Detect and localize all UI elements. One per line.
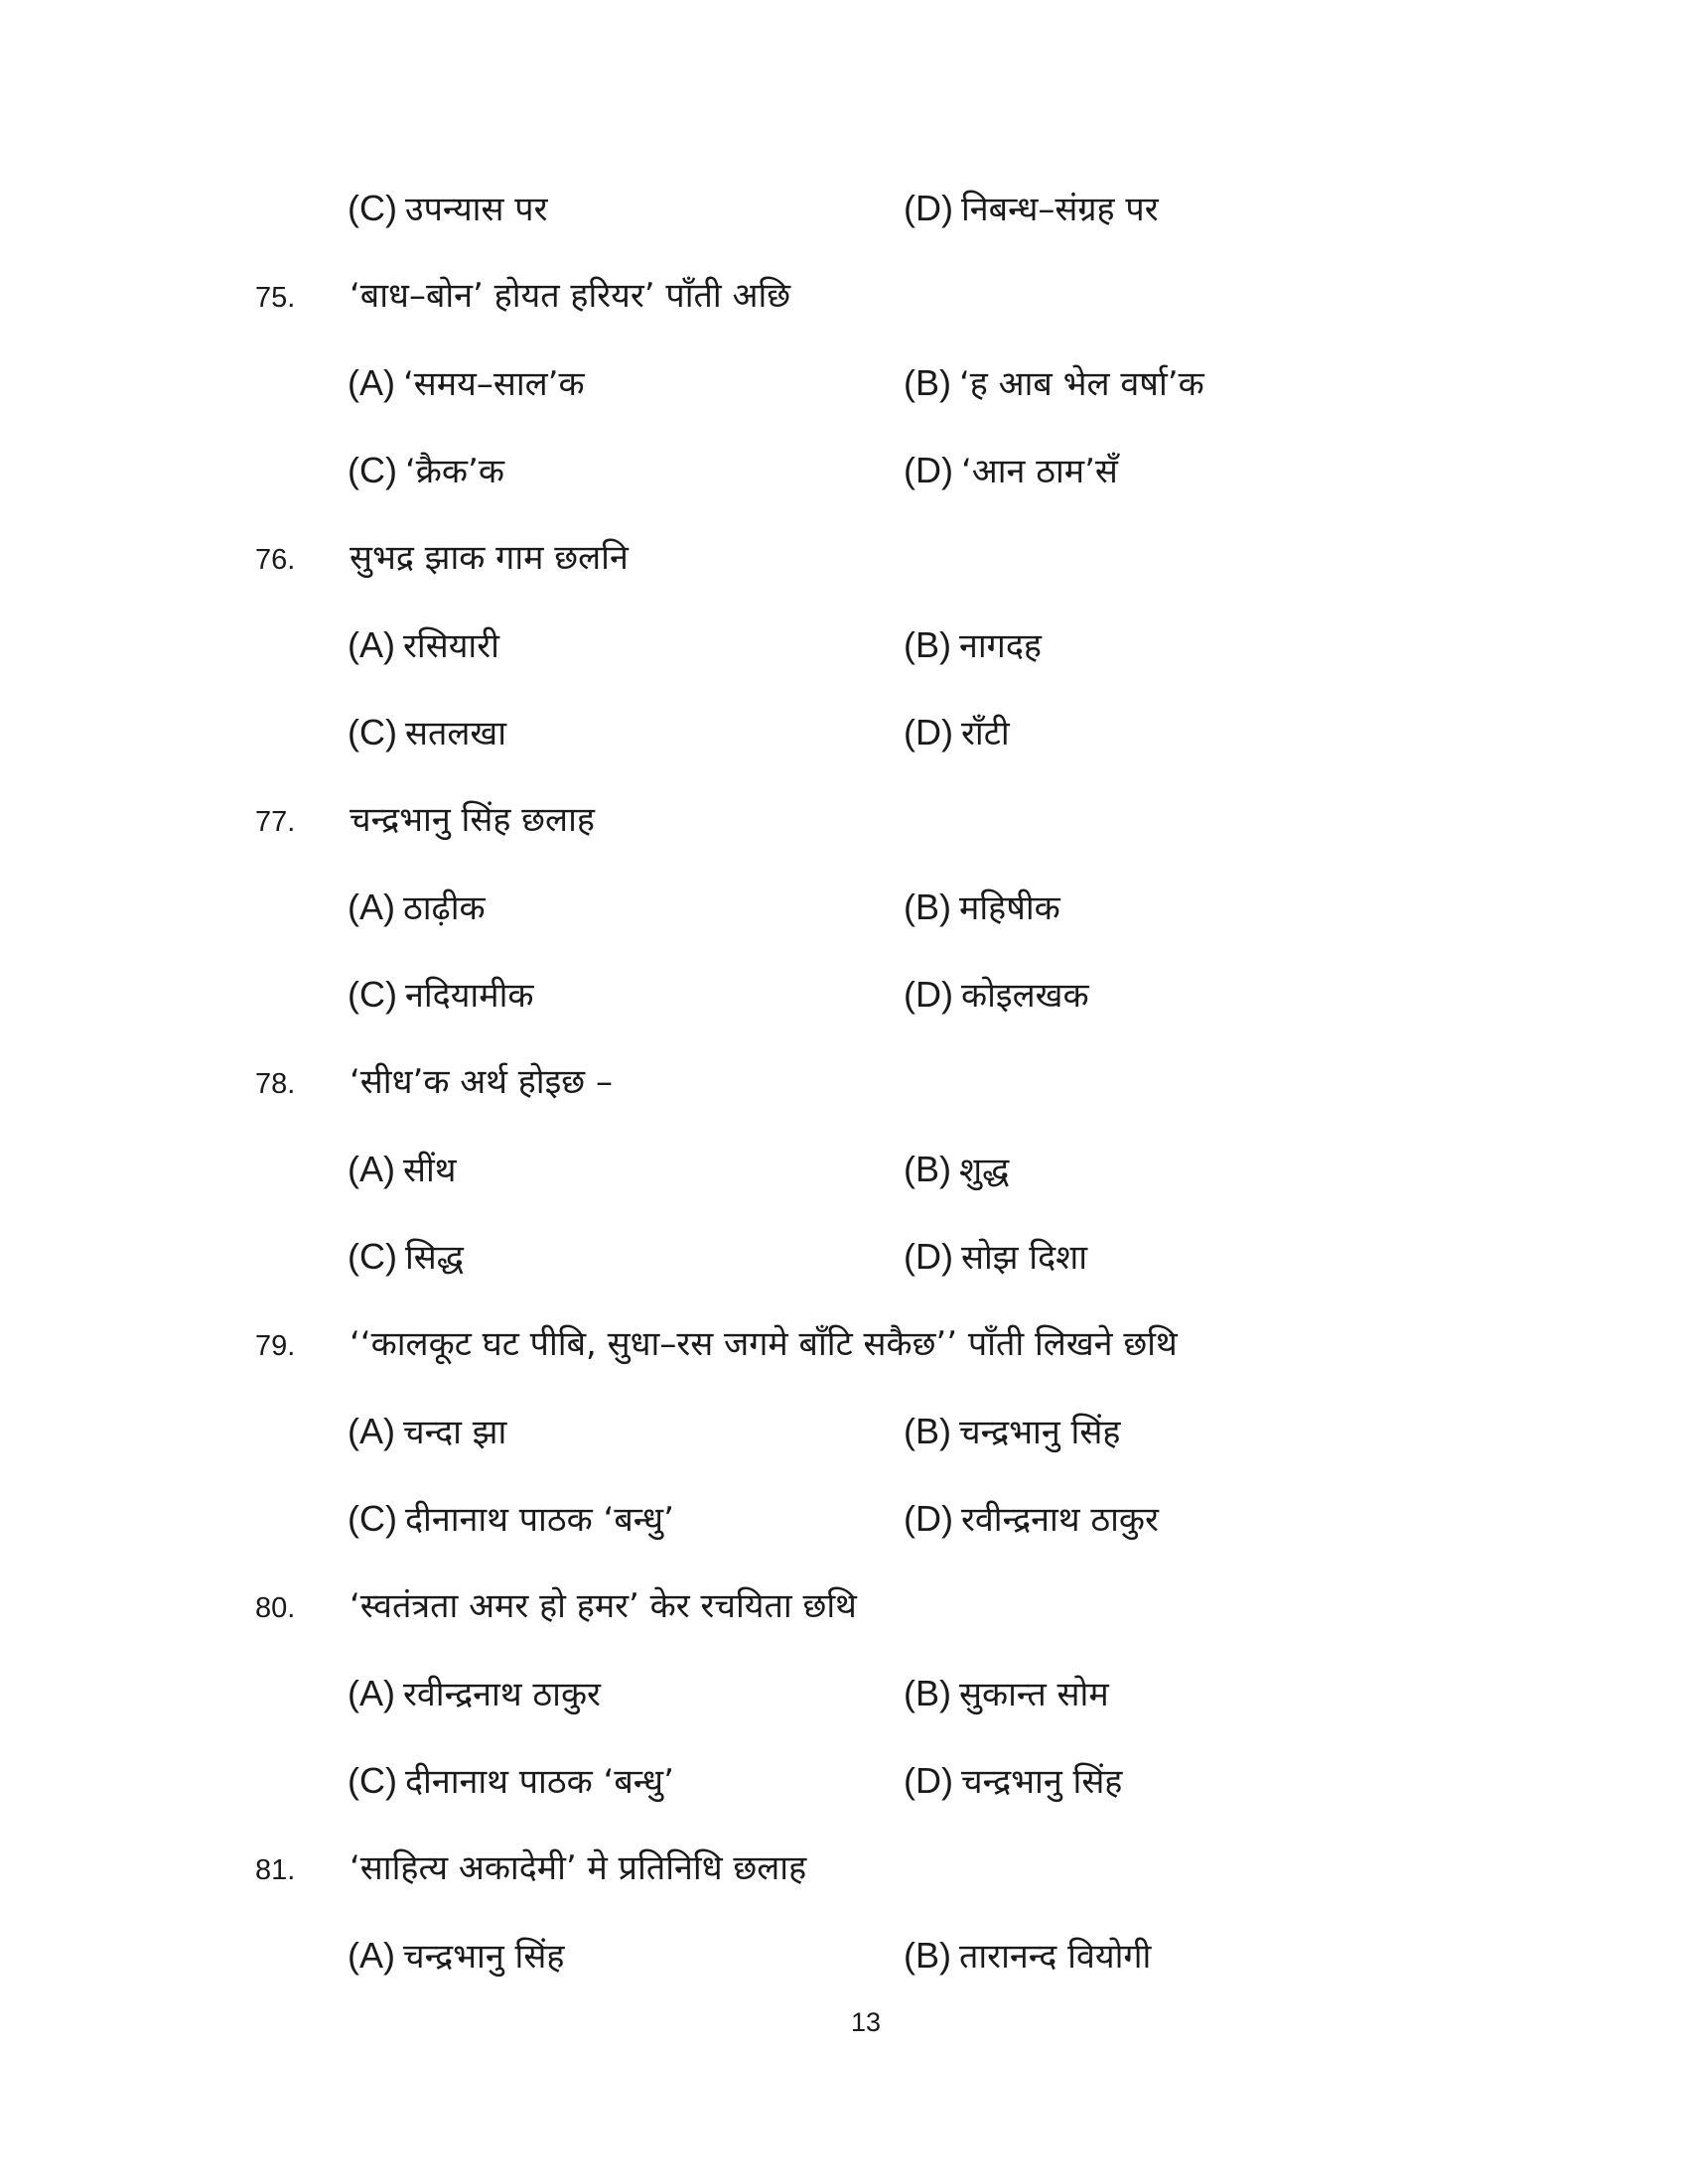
question-text: ‘बाध–बोन’ होयत हरियर’ पाँती अछि xyxy=(350,276,791,316)
options-row xyxy=(0,1751,1688,1811)
question-75 xyxy=(0,266,1688,326)
option-b: (B) चन्द्रभानु सिंह xyxy=(904,1411,1121,1452)
option-a: (A) ठाढ़ीक xyxy=(348,887,486,928)
option-d: (D) राँटी xyxy=(904,712,1010,753)
question-number: 81. xyxy=(255,1854,296,1886)
option-d: (D) सोझ दिशा xyxy=(904,1236,1088,1278)
question-79 xyxy=(0,1314,1688,1374)
options-row xyxy=(0,1140,1688,1199)
options-row xyxy=(0,1664,1688,1723)
page-number: 13 xyxy=(850,2007,882,2037)
question-78 xyxy=(0,1052,1688,1112)
option-b: (B) शुद्ध xyxy=(904,1149,1010,1190)
question-number: 76. xyxy=(255,544,296,576)
question-77 xyxy=(0,790,1688,850)
option-c: (C) सतलखा xyxy=(348,712,507,753)
question-text: ‘सीध’क अर्थ होइछ – xyxy=(350,1062,613,1102)
option-b: (B) नागदह xyxy=(904,624,1042,666)
question-number: 75. xyxy=(255,282,296,314)
option-a: (A) रसियारी xyxy=(348,624,499,666)
option-b: (B) सुकान्त सोम xyxy=(904,1673,1109,1714)
option-c: (C) दीनानाथ पाठक ‘बन्धु’ xyxy=(348,1498,674,1540)
option-c: (C) नदियामीक xyxy=(348,974,534,1016)
question-text: ‘स्वतंत्रता अमर हो हमर’ केर रचयिता छथि xyxy=(350,1586,857,1626)
question-number: 79. xyxy=(255,1330,296,1362)
question-number: 80. xyxy=(255,1592,296,1624)
option-d: (D) कोइलखक xyxy=(904,974,1089,1016)
options-row xyxy=(0,703,1688,762)
lead-option-row xyxy=(0,179,1688,238)
option-b: (B) महिषीक xyxy=(904,887,1060,928)
options-row xyxy=(0,353,1688,413)
option-a: (A) सींथ xyxy=(348,1149,457,1190)
options-row xyxy=(0,1926,1688,1985)
options-row xyxy=(0,965,1688,1024)
question-text: सुभद्र झाक गाम छलनि xyxy=(350,538,629,578)
option-d: (D) रवीन्द्रनाथ ठाकुर xyxy=(904,1498,1159,1540)
option-a: (A) ‘समय–साल’क xyxy=(348,362,585,404)
question-76 xyxy=(0,528,1688,588)
option-d: (D) चन्द्रभानु सिंह xyxy=(904,1760,1123,1802)
option-c: (C) उपन्यास पर xyxy=(348,188,548,229)
option-b: (B) तारानन्द वियोगी xyxy=(904,1935,1152,1977)
option-a: (A) चन्द्रभानु सिंह xyxy=(348,1935,565,1977)
option-d: (D) निबन्ध–संग्रह पर xyxy=(904,188,1159,229)
question-text: चन्द्रभानु सिंह छलाह xyxy=(350,800,595,840)
option-a: (A) रवीन्द्रनाथ ठाकुर xyxy=(348,1673,601,1714)
question-number: 78. xyxy=(255,1068,296,1100)
options-row xyxy=(0,441,1688,500)
question-number: 77. xyxy=(255,806,296,838)
options-row xyxy=(0,1402,1688,1461)
option-b: (B) ‘ह आब भेल वर्षा’क xyxy=(904,362,1204,404)
question-80 xyxy=(0,1576,1688,1636)
option-c: (C) ‘क्रैक’क xyxy=(348,450,504,491)
question-text: ‘साहित्य अकादेमी’ मे प्रतिनिधि छलाह xyxy=(350,1848,807,1888)
options-row xyxy=(0,1227,1688,1287)
option-d: (D) ‘आन ठाम’सँ xyxy=(904,450,1118,491)
question-text: ‘‘कालकूट घट पीबि, सुधा–रस जगमे बाँटि सकैछ’’ पाँती लिखने छथि xyxy=(350,1324,1178,1364)
option-a: (A) चन्दा झा xyxy=(348,1411,507,1452)
options-row xyxy=(0,615,1688,675)
options-row xyxy=(0,878,1688,937)
option-c: (C) दीनानाथ पाठक ‘बन्धु’ xyxy=(348,1760,674,1802)
question-81 xyxy=(0,1839,1688,1898)
option-c: (C) सिद्ध xyxy=(348,1236,464,1278)
options-row xyxy=(0,1489,1688,1549)
